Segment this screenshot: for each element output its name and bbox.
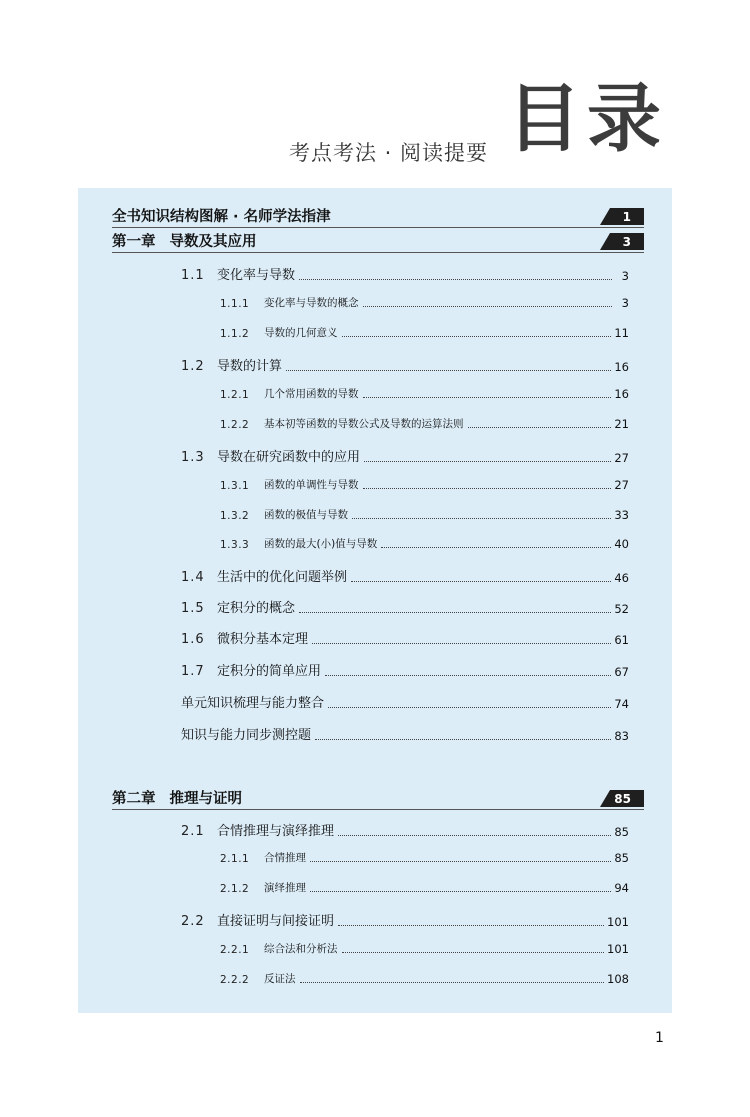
entry-number: 1.2 [181,359,205,374]
entry-number: 1.5 [181,601,205,616]
entry-title: 单元知识梳理与能力整合 [181,696,325,711]
toc-subtitle: 考点考法 · 阅读提要 [288,141,488,165]
entry-page: 16 [614,387,629,401]
toc-entry[interactable] [220,536,629,551]
entry-title: 导数在研究函数中的应用 [217,450,361,465]
entry-title: 生活中的优化问题举例 [217,570,348,585]
leader-dots [352,518,611,519]
entry-number: 1.4 [181,570,205,585]
entry-number: 1.2.2 [220,419,250,431]
entry-page: 74 [614,697,629,711]
entry-page: 67 [614,665,629,679]
leader-dots [286,370,611,371]
entry-number: 1.1.2 [220,328,250,340]
toc-row-front-matter[interactable] [112,205,644,228]
entry-page: 40 [614,537,629,551]
entry-title: 合情推理与演绎推理 [217,824,335,839]
entry-title: 变化率与导数的概念 [264,297,359,309]
leader-dots [342,952,605,953]
entry-number: 1.3.1 [220,480,250,492]
leader-dots [381,547,611,548]
leader-dots [328,707,611,708]
entry-page: 52 [614,602,629,616]
entry-title: 函数的单调性与导数 [264,479,359,491]
toc-row-chapter-2[interactable] [112,787,644,810]
entry-page: 85 [614,825,629,839]
entry-number: 2.1 [181,824,205,839]
entry-number: 2.2.2 [220,974,250,986]
leader-dots [364,461,611,462]
entry-page: 16 [614,360,629,374]
leader-dots [325,675,611,676]
entry-page: 85 [614,851,629,865]
entry-title: 演绎推理 [264,882,306,894]
entry-number: 1.6 [181,632,205,647]
entry-page: 33 [614,508,629,522]
chapter-2-page-badge: 85 [600,790,644,807]
toc-entry[interactable] [220,880,629,895]
toc-title: 目录 [507,76,667,162]
toc-entry[interactable] [220,971,629,986]
entry-page: 61 [614,633,629,647]
leader-dots [315,739,611,740]
entry-number: 1.1 [181,268,205,283]
entry-title: 直接证明与间接证明 [217,914,335,929]
leader-dots [310,861,611,862]
leader-dots [363,488,612,489]
entry-title: 变化率与导数 [217,268,296,283]
toc-entry[interactable] [181,628,629,647]
leader-dots [312,643,611,644]
toc-entry[interactable] [220,325,629,340]
leader-dots [300,982,605,983]
chapter-1-page-badge: 3 [600,233,644,250]
toc-entry[interactable] [220,386,629,401]
chapter-1-title: 第一章 导数及其应用 [112,234,257,250]
leader-dots [299,279,612,280]
leader-dots [363,306,613,307]
toc-entry[interactable] [181,724,629,743]
entry-title: 微积分基本定理 [217,632,309,647]
entry-title: 函数的最大(小)值与导数 [264,538,378,550]
toc-entry[interactable] [220,295,629,310]
toc-entry[interactable] [220,477,629,492]
entry-title: 基本初等函数的导数公式及导数的运算法则 [264,418,464,430]
entry-page: 27 [614,478,629,492]
leader-dots [351,581,611,582]
entry-page: 108 [607,972,629,986]
toc-row-chapter-1[interactable] [112,230,644,253]
toc-entry[interactable] [220,416,629,431]
entry-title: 定积分的简单应用 [217,664,322,679]
entry-number: 1.1.1 [220,298,250,310]
entry-title: 反证法 [264,973,296,985]
entry-number: 2.1.2 [220,883,250,895]
front-matter-page-badge: 1 [600,208,644,225]
entry-title: 导数的几何意义 [264,327,338,339]
entry-page: 101 [607,942,629,956]
toc-entry[interactable] [181,692,629,711]
entry-page: 27 [614,451,629,465]
leader-dots [310,891,611,892]
entry-page: 94 [614,881,629,895]
entry-page: 3 [621,269,629,283]
page-number: 1 [655,1030,664,1046]
entry-number: 1.3 [181,450,205,465]
entry-page: 46 [614,571,629,585]
entry-page: 11 [614,326,629,340]
leader-dots [299,612,611,613]
entry-title: 知识与能力同步测控题 [181,728,312,743]
toc-entry[interactable] [181,355,629,374]
leader-dots [338,835,611,836]
entry-number: 1.2.1 [220,389,250,401]
entry-number: 2.2 [181,914,205,929]
entry-number: 1.3.2 [220,510,250,522]
toc-entry[interactable] [181,820,629,839]
entry-number: 1.3.3 [220,539,250,551]
entry-number: 2.1.1 [220,853,250,865]
toc-entry[interactable] [181,264,629,283]
leader-dots [363,397,612,398]
header [0,0,750,190]
toc-entry[interactable] [220,507,629,522]
chapter-2-title: 第二章 推理与证明 [112,791,242,807]
entry-title: 综合法和分析法 [264,943,338,955]
toc-entry[interactable] [181,446,629,465]
toc-entry[interactable] [181,910,629,929]
leader-dots [338,925,604,926]
entry-title: 几个常用函数的导数 [264,388,359,400]
toc-entry[interactable] [181,566,629,585]
toc-entry[interactable] [220,850,629,865]
entry-title: 定积分的概念 [217,601,296,616]
entry-page: 101 [607,915,629,929]
leader-dots [468,427,612,428]
toc-entry[interactable] [181,660,629,679]
entry-page: 21 [614,417,629,431]
leader-dots [342,336,612,337]
entry-page: 83 [614,729,629,743]
entry-title: 合情推理 [264,852,306,864]
entry-page: 3 [621,296,629,310]
entry-title: 函数的极值与导数 [264,509,348,521]
entry-number: 2.2.1 [220,944,250,956]
toc-entry[interactable] [220,941,629,956]
entry-number: 1.7 [181,664,205,679]
front-matter-title: 全书知识结构图解 · 名师学法指津 [112,209,331,225]
toc-entry[interactable] [181,597,629,616]
entry-title: 导数的计算 [217,359,283,374]
